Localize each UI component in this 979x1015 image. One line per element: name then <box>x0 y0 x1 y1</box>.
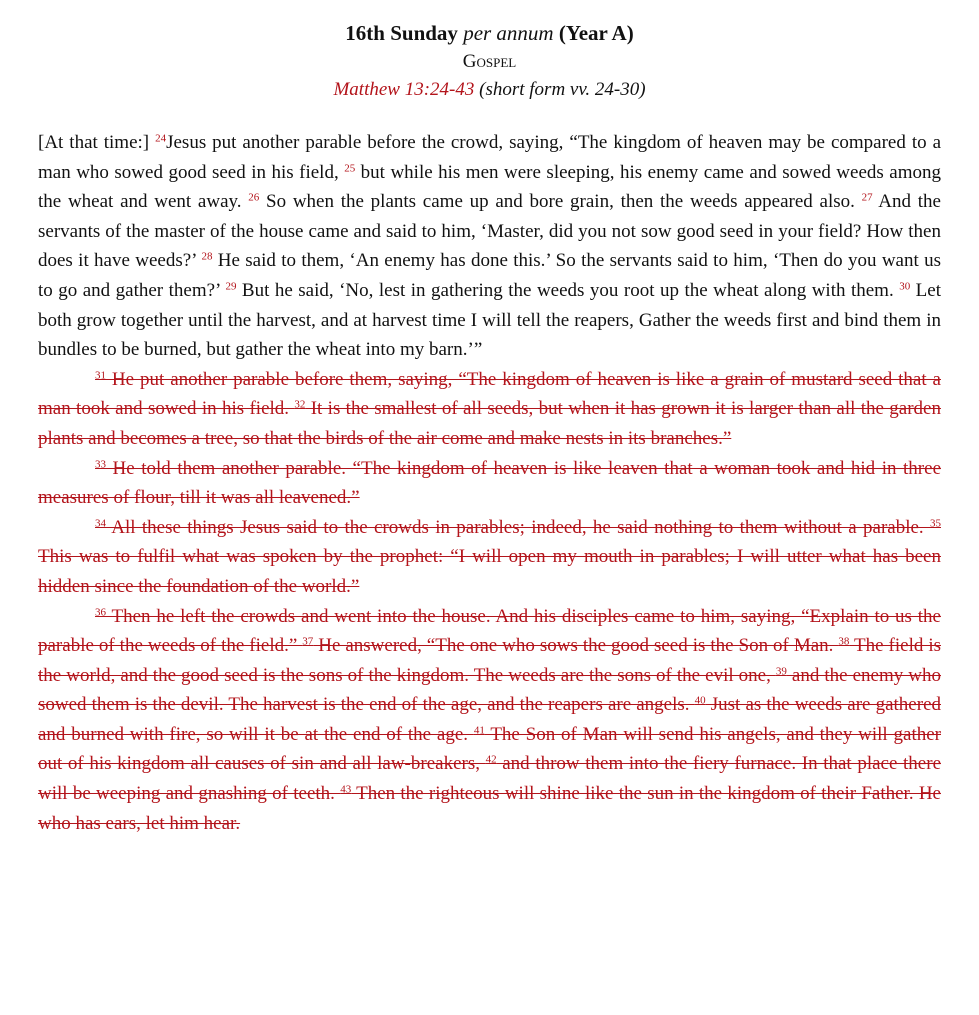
verse-number: 40 <box>694 694 706 707</box>
verse-number: 34 <box>95 517 106 530</box>
verse-number: 33 <box>95 457 106 470</box>
verse-text: But he said, ‘No, lest in gathering the weeds you root up the wheat along with them. <box>236 279 900 301</box>
verse-number: 28 <box>201 250 213 263</box>
citation: Matthew 13:24-43 <box>333 79 475 100</box>
verse-number: 37 <box>302 635 314 648</box>
verse-number: 43 <box>340 783 352 796</box>
main-paragraph <box>38 128 941 365</box>
verse-number: 27 <box>861 191 873 204</box>
struck-paragraph <box>38 454 941 513</box>
verse-text: It is the smallest of all seeds, but when it has grown it is larger than all the garden plants and becomes a tree, so that the birds of the air come and make nests in its branches.” <box>38 398 941 449</box>
verse-number: 39 <box>775 665 787 678</box>
document-page <box>38 18 941 838</box>
verse-number: 29 <box>225 280 237 293</box>
scripture-reference <box>38 76 941 104</box>
verse-number: 35 <box>930 517 941 530</box>
verse-text: and throw them into the fiery furnace. In that place there will be weeping and gnashing of teeth. <box>38 753 941 805</box>
verse-text: So when the plants came up and bore grain, then the weeds appeared also. <box>259 191 862 213</box>
short-form-note: (short form vv. 24-30) <box>474 79 646 100</box>
struck-paragraph <box>38 365 941 454</box>
verse-text: [At that time:] <box>38 132 156 153</box>
verse-text: Let both grow together until the harvest, and at harvest time I will tell the reapers, Gather the weeds first and bind them in bundles to be burned, but gather the wheat into my barn.’” <box>38 279 941 361</box>
document-header <box>38 18 941 104</box>
verse-text: Then the righteous will shine like the sun in the kingdom of their Father. He who has ears, let him hear. <box>38 783 941 834</box>
title-italic: per annum <box>463 21 554 45</box>
verse-text: This was to fulfil what was spoken by the prophet: “I will open my mouth in parables; I will utter what has been hidden since the foundation of the world.” <box>38 546 941 597</box>
verse-number: 26 <box>248 191 260 204</box>
verse-number: 32 <box>294 398 306 411</box>
struck-paragraph <box>38 602 941 839</box>
verse-text: and the enemy who sowed them is the devil. The harvest is the end of the age, and the reapers are angels. <box>38 664 941 716</box>
title-bold: 16th Sunday <box>345 21 464 45</box>
verse-text: He put another parable before them, saying, “The kingdom of heaven is like a grain of mustard seed that a man took and sowed in his field. <box>38 368 941 420</box>
verse-number: 38 <box>838 635 850 648</box>
verse-text: The Son of Man will send his angels, and they will gather out of his kingdom all causes of sin and all law-breakers, <box>38 723 941 775</box>
verse-number: 41 <box>473 724 485 737</box>
verse-text: Just as the weeds are gathered and burned with fire, so will it be at the end of the age. <box>38 694 941 745</box>
verse-text: All these things Jesus said to the crowds in parables; indeed, he said nothing to them without a parable. <box>106 516 930 538</box>
verse-text: He told them another parable. “The kingdom of heaven is like leaven that a woman took and hid in three measures of flour, till it was all leavened.” <box>38 457 941 509</box>
gospel-text <box>38 128 941 838</box>
verse-number: 24 <box>155 132 167 145</box>
title-rest: (Year A) <box>553 21 634 45</box>
verse-text: Jesus put another parable before the crowd, saying, “The kingdom of heaven may be compared to a man who sowed good seed in his field, <box>38 132 941 183</box>
verse-text: The field is the world, and the good seed is the sons of the kingdom. The weeds are the sons of the evil one, <box>38 635 941 686</box>
section-heading: Gospel <box>462 51 517 72</box>
struck-paragraph <box>38 513 941 602</box>
verse-number: 36 <box>95 605 106 618</box>
verse-text: He answered, “The one who sows the good seed is the Son of Man. <box>313 635 839 657</box>
verse-number: 30 <box>899 280 911 293</box>
verse-text: Then he left the crowds and went into the house. And his disciples came to him, saying, “Explain to us the parable of the weeds of the field.” <box>38 605 941 657</box>
omitted-long-form <box>38 365 941 839</box>
verse-number: 25 <box>344 162 356 174</box>
verse-number: 42 <box>485 753 497 766</box>
verse-text: And the servants of the master of the house came and said to him, ‘Master, did you not sow good seed in your field? How then does it have weeds?’ <box>38 191 941 272</box>
verse-text: He said to them, ‘An enemy has done this.’ So the servants said to him, ‘Then do you want us to go and gather them?’ <box>38 250 941 301</box>
verse-text: but while his men were sleeping, his enemy came and sowed weeds among the wheat and went away. <box>38 161 941 213</box>
verse-number: 31 <box>95 369 106 382</box>
page-title <box>38 18 941 48</box>
